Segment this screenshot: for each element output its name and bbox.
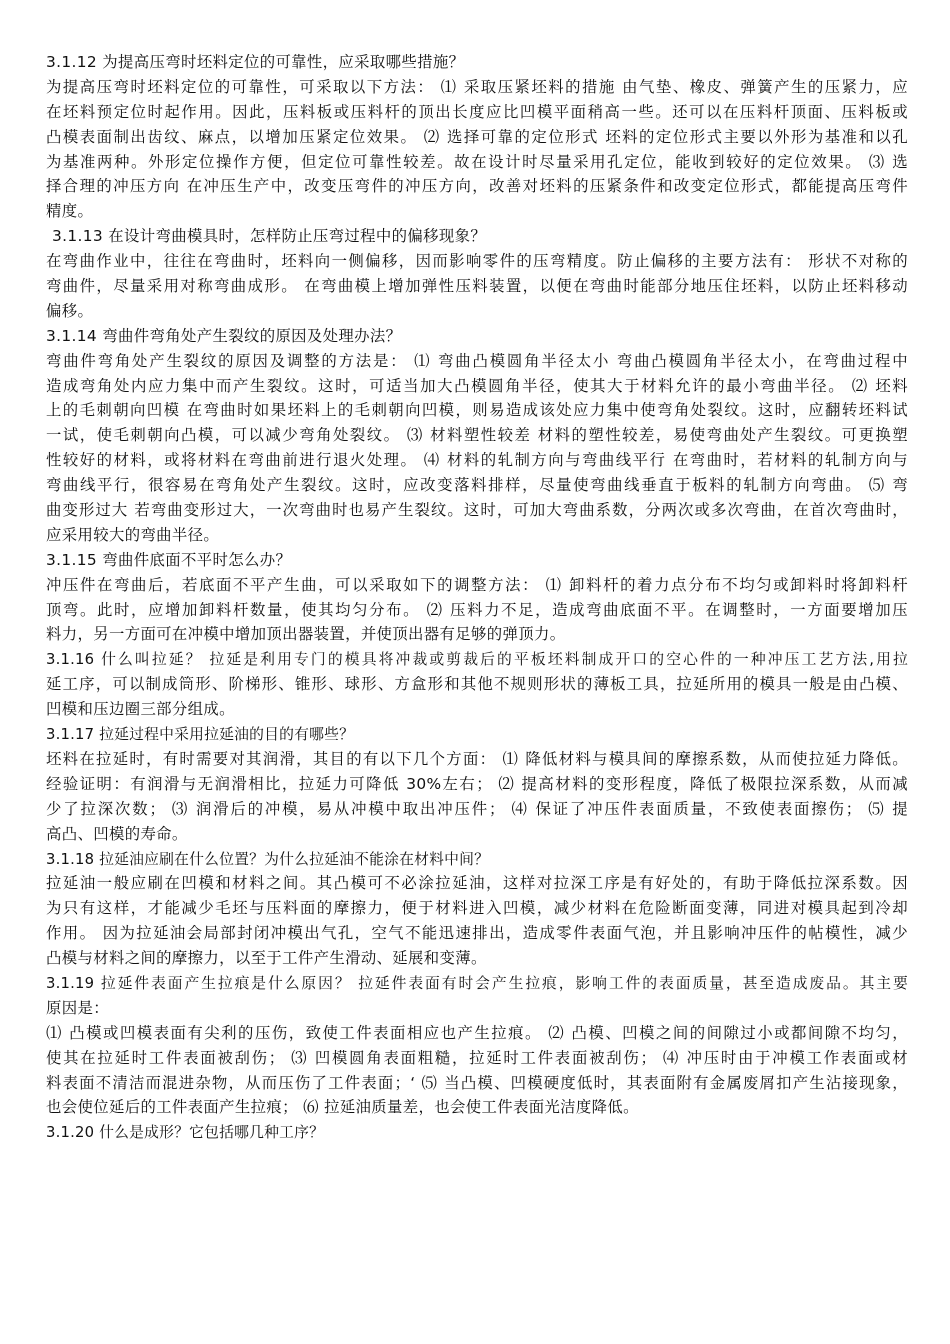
text-line: 凸模表面制出齿纹、麻点，以增加压紧定位效果。 ⑵ 选择可靠的定位形式 坯料的定位形式主要以外形为基准和以孔 [46, 127, 908, 146]
text-line: 曲变形过大 若弯曲变形过大，一次弯曲时也易产生裂纹。这时，可加大弯曲系数，分两次或多次弯曲，在首次弯曲时， [46, 501, 908, 520]
text-line: 弯曲线平行，很容易在弯角处产生裂纹。这时，应改变落料排样，尽量使弯曲线垂直于板料的轧制方向弯曲。 ⑸ 弯 [46, 476, 908, 495]
text-line: 使其在拉延时工件表面被刮伤； ⑶ 凹模圆角表面粗糙，拉延时工件表面被刮伤； ⑷ 冲压时由于冲模工作表面或材 [46, 1048, 908, 1067]
text-line: 3.1.12 为提高压弯时坯料定位的可靠性，应采取哪些措施？ [46, 53, 465, 71]
text-line: 为只有这样，才能减少毛坯与压料面的摩擦力，便于材料进入凹模，减少材料在危险断面变薄，同进对模具起到冷却 [46, 899, 908, 918]
text-line: 偏移。 [46, 301, 94, 320]
text-line: 3.1.13 在设计弯曲模具时，怎样防止压弯过程中的偏移现象？ [52, 227, 487, 246]
text-line: 高凸、凹模的寿命。 [46, 824, 188, 843]
text-line: 为提高压弯时坯料定位的可靠性，可采取以下方法： ⑴ 采取压紧坯料的措施 由气垫、橡皮、弹簧产生的压紧力，应 [46, 77, 908, 96]
document-page [46, 52, 908, 1147]
text-line: 3.1.16 什么叫拉延？ 拉延是利用专门的模具将冲裁或剪裁后的平板坯料制成开口的空心件的一种冲压工艺方法,用拉 [46, 651, 908, 669]
text-line: 为基准两种。外形定位操作方便，但定位可靠性较差。故在设计时尽量采用孔定位，能收到较好的定位效果。 ⑶ 选 [46, 152, 908, 171]
text-line: 精度。 [46, 202, 94, 221]
text-line: 择合理的冲压方向 在冲压生产中，改变压弯件的冲压方向，改善对坯料的压紧条件和改变定位形式，都能提高压弯件 [46, 177, 908, 196]
text-line: 3.1.14 弯曲件弯角处产生裂纹的原因及处理办法？ [46, 326, 402, 345]
text-line: ⑴ 凸模或凹模表面有尖利的压伤，致使工件表面相应也产生拉痕。 ⑵ 凸模、凹模之间的间隙过小或都间隙不均匀， [46, 1023, 908, 1042]
text-line: 顶弯。此时，应增加卸料杆数量，使其均匀分布。 ⑵ 压料力不足，造成弯曲底面不平。在调整时，一方面要增加压 [46, 600, 908, 619]
text-line: 原因是： [46, 998, 109, 1017]
text-line: 3.1.17 拉延过程中采用拉延油的目的有哪些？ [46, 726, 355, 744]
text-line: 少了拉深次数； ⑶ 润滑后的冲模，易从冲模中取出冲压件； ⑷ 保证了冲压件表面质量，不致使表面擦伤； ⑸ 提 [46, 799, 908, 818]
text-line: 经验证明：有润滑与无润滑相比，拉延力可降低 30%左右； ⑵ 提高材料的变形程度，降低了极限拉深系数，从而减 [46, 774, 908, 793]
text-line: 造成弯角处内应力集中而产生裂纹。这时，可适当加大凸模圆角半径，使其大于材料允许的最小弯曲半径。 ⑵ 坯料 [46, 376, 908, 395]
text-line: 3.1.18 拉延油应刷在什么位置？为什么拉延油不能涂在材料中间？ [46, 850, 490, 868]
text-line: 料力，另一方面可在冲模中增加顶出器装置，并使顶出器有足够的弹顶力。 [46, 625, 566, 644]
text-line: 拉延油一般应刷在凹模和材料之间。其凸模可不必涂拉延油，这样对拉深工序是有好处的，有助于降低拉深系数。因 [46, 874, 908, 893]
text-line: 冲压件在弯曲后，若底面不平产生曲，可以采取如下的调整方法： ⑴ 卸料杆的着力点分布不均匀或卸料时将卸料杆 [46, 575, 908, 594]
text-line: 作用。 因为拉延油会局部封闭冲模出气孔，空气不能迅速排出，造成零件表面气泡，并且影响冲压件的帖模性，减少 [46, 924, 908, 943]
text-line: 坯料在拉延时，有时需要对其润滑，其目的有以下几个方面： ⑴ 降低材料与模具间的摩擦系数，从而使拉延力降低。 [46, 749, 908, 768]
text-line: 性较好的材料，或将材料在弯曲前进行退火处理。 ⑷ 材料的轧制方向与弯曲线平行 在弯曲时，若材料的轧制方向与 [46, 451, 908, 470]
text-line: 一试，使毛刺朝向凸模，可以减少弯角处裂纹。 ⑶ 材料塑性较差 材料的塑性较差，易使弯曲处产生裂纹。可更换塑 [46, 426, 908, 445]
text-line: 在弯曲作业中，往往在弯曲时，坯料向一侧偏移，因而影响零件的压弯精度。防止偏移的主要方法有： 形状不对称的 [46, 252, 908, 271]
text-line: 3.1.19 拉延件表面产生拉痕是什么原因？ 拉延件表面有时会产生拉痕，影响工件的表面质量，甚至造成废品。其主要 [46, 974, 908, 992]
text-line: 3.1.15 弯曲件底面不平时怎么办？ [46, 550, 292, 569]
text-line: 也会使位延后的工件表面产生拉痕； ⑹ 拉延油质量差，也会使工件表面光洁度降低。 [46, 1098, 639, 1117]
text-line: 应采用较大的弯曲半径。 [46, 525, 220, 544]
text-line: 料表面不清洁而混进杂物，从而压伤了工件表面；‘ ⑸ 当凸模、凹模硬度低时，其表面附有金属废屑扣产生沾接现象， [46, 1073, 908, 1092]
text-line: 凸模与材料之间的摩擦力，以至于工件产生滑动、延展和变薄。 [46, 949, 487, 968]
text-line: 3.1.20 什么是成形？它包括哪几种工序？ [46, 1124, 325, 1142]
text-line: 弯曲件，尽量采用对称弯曲成形。 在弯曲模上增加弹性压料装置，以便在弯曲时能部分地压住坯料，以防止坯料移动 [46, 277, 908, 296]
text-line: 上的毛刺朝向凹模 在弯曲时如果坯料上的毛刺朝向凹模，则易造成该处应力集中使弯角处裂纹。这时，应翻转坯料试 [46, 401, 908, 420]
text-line: 在坯料预定位时起作用。因此，压料板或压料杆的顶出长度应比凹模平面稍高一些。还可以在压料杆顶面、压料板或 [46, 102, 908, 121]
text-line: 延工序，可以制成筒形、阶梯形、锥形、球形、方盒形和其他不规则形状的薄板工具，拉延所用的模具一般是由凸模、 [46, 675, 908, 694]
text-line: 凹模和压边圈三部分组成。 [46, 700, 235, 719]
text-line: 弯曲件弯角处产生裂纹的原因及调整的方法是： ⑴ 弯曲凸模圆角半径太小 弯曲凸模圆角半径太小，在弯曲过程中 [46, 351, 908, 370]
